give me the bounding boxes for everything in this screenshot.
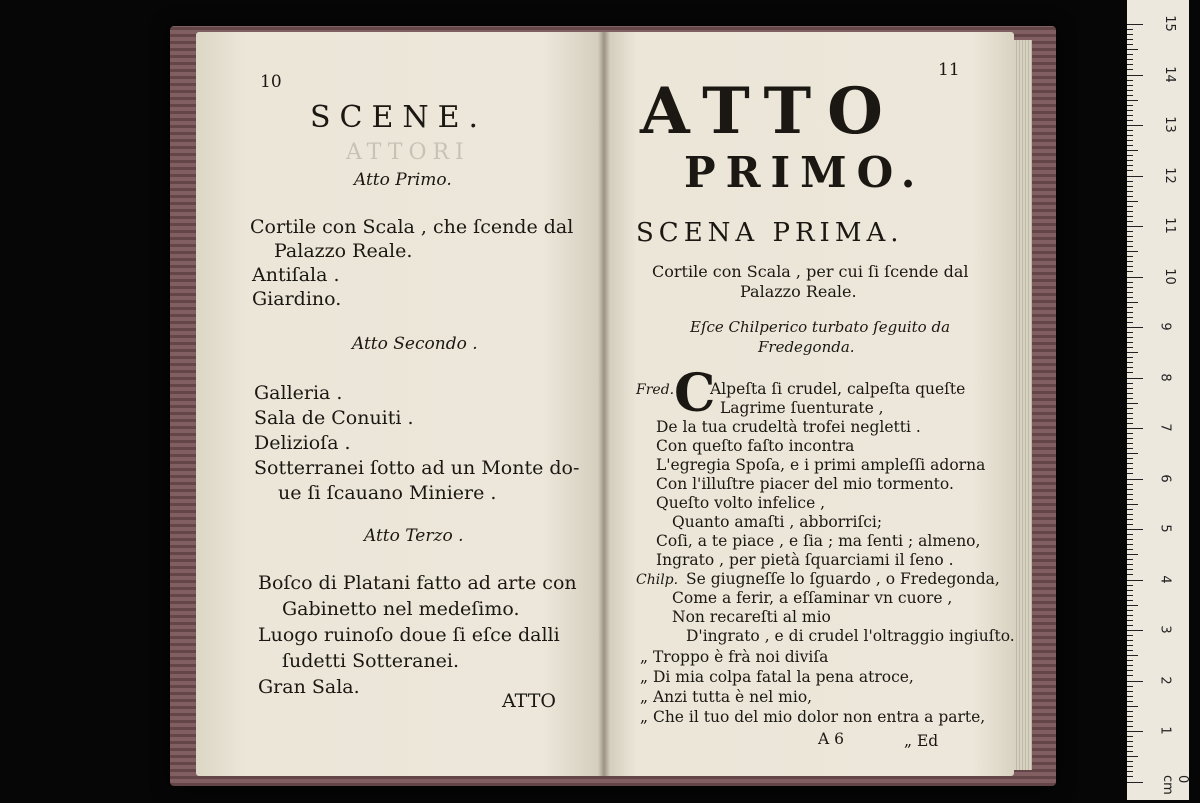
ruler-tick [1127, 277, 1143, 278]
verse-line: „ Troppo è frà noi diviſa [640, 648, 829, 666]
ruler-tick [1127, 125, 1143, 126]
ruler-tick [1127, 519, 1133, 520]
ruler-tick [1127, 266, 1133, 267]
ruler-tick [1127, 741, 1133, 742]
scene-line: Gran Sala. [258, 676, 360, 698]
verse-line: Lagrime ſuenturate , [720, 399, 884, 417]
ruler-tick [1127, 231, 1133, 232]
ruler-tick [1127, 170, 1133, 171]
ruler-tick [1127, 403, 1138, 404]
ruler-tick [1127, 605, 1138, 606]
ruler-tick [1127, 337, 1133, 338]
ruler-tick [1127, 332, 1133, 333]
ruler-tick [1127, 317, 1133, 318]
ruler-tick [1127, 418, 1133, 419]
ruler-tick [1127, 660, 1133, 661]
ruler-tick [1127, 655, 1138, 656]
ruler-tick [1127, 686, 1133, 687]
signature-mark: A 6 [818, 730, 844, 748]
ruler-tick [1127, 711, 1133, 712]
ruler-tick [1127, 352, 1138, 353]
ruler-tick [1127, 307, 1133, 308]
ruler-tick [1127, 585, 1133, 586]
verse-line: D'ingrato , e di crudel l'oltraggio ingiuſto. [686, 627, 1015, 645]
ruler-tick [1127, 600, 1133, 601]
ruler-tick [1127, 29, 1133, 30]
ruler-number: 5 [1157, 524, 1173, 533]
ruler-number: 1 [1157, 726, 1173, 735]
ruler-tick [1127, 241, 1133, 242]
ruler-tick [1127, 766, 1133, 767]
catchword: ATTO [502, 690, 556, 712]
ruler-tick [1127, 549, 1133, 550]
catchword: „ Ed [904, 732, 939, 750]
setting-line: Cortile con Scala , per cui ſi ſcende dal [652, 262, 969, 281]
ruler-tick [1127, 287, 1133, 288]
ruler-tick [1127, 367, 1133, 368]
ruler-tick [1127, 670, 1133, 671]
ruler-tick [1127, 524, 1133, 525]
verse-line: L'egregia Spoſa, e i primi ampleſſi adorna [656, 456, 986, 474]
ruler-tick [1127, 595, 1133, 596]
ruler-tick [1127, 140, 1133, 141]
scene-line: Delizioſa . [254, 432, 351, 454]
verse-line: Ingrato , per pietà ſquarciami il ſeno . [656, 551, 954, 569]
ruler-tick [1127, 160, 1133, 161]
ruler-tick [1127, 362, 1133, 363]
ruler-tick [1127, 292, 1133, 293]
ruler-tick [1127, 751, 1133, 752]
ruler-tick [1127, 716, 1133, 717]
ruler-tick [1127, 95, 1133, 96]
ruler-tick [1127, 378, 1143, 379]
ruler-tick [1127, 630, 1143, 631]
ruler-tick [1127, 256, 1133, 257]
ruler-tick [1127, 479, 1143, 480]
ruler-tick [1127, 100, 1138, 101]
ruler-tick [1127, 494, 1133, 495]
ruler-tick [1127, 756, 1138, 757]
right-page [604, 32, 1014, 776]
ruler-number: 9 [1157, 322, 1173, 331]
ruler-tick [1127, 675, 1133, 676]
act-label: Atto Primo. [354, 170, 452, 190]
ruler-tick [1127, 726, 1133, 727]
ruler-tick [1127, 236, 1133, 237]
book-gutter [598, 32, 610, 776]
ruler-tick [1127, 443, 1133, 444]
ruler-tick [1127, 509, 1133, 510]
ruler-tick [1127, 423, 1133, 424]
ruler-tick [1127, 322, 1133, 323]
ruler-tick [1127, 64, 1133, 65]
ruler-tick [1127, 484, 1133, 485]
ruler-tick [1127, 59, 1133, 60]
verse-line: Con l'illuſtre piacer del mio tormento. [656, 475, 954, 493]
verse-line: Con queſto faſto incontra [656, 437, 855, 455]
verse-line: Non recareſti al mio [672, 608, 831, 626]
ruler-number: 10 [1161, 267, 1177, 285]
ruler-tick [1127, 115, 1133, 116]
ruler-tick [1127, 761, 1133, 762]
ruler-tick [1127, 590, 1133, 591]
verse-line: Queſto volto infelice , [656, 494, 826, 512]
ruler-tick [1127, 69, 1133, 70]
ruler-tick [1127, 297, 1133, 298]
ruler-tick [1127, 135, 1133, 136]
ruler-number: 4 [1157, 574, 1173, 584]
ruler-tick [1127, 489, 1133, 490]
ruler-tick [1127, 499, 1133, 500]
ruler-tick [1127, 448, 1133, 449]
speaker-label: Chilp. [636, 572, 679, 588]
ruler-tick [1127, 514, 1133, 515]
ruler-tick [1127, 54, 1133, 55]
ruler-tick [1127, 120, 1133, 121]
ruler-tick [1127, 650, 1133, 651]
ruler-tick [1127, 453, 1138, 454]
ruler-tick [1127, 201, 1138, 202]
ruler-tick [1127, 312, 1133, 313]
scene-line: Boſco di Platani fatto ad arte con [258, 572, 577, 594]
verse-line: Alpeſta ſi crudel, calpeſta queſte [710, 380, 966, 398]
ruler-tick [1127, 372, 1133, 373]
ruler-tick [1127, 176, 1143, 177]
act-label: Atto Terzo . [364, 526, 464, 546]
scene-line: Luogo ruinoſo doue ſi eſce dalli [258, 624, 560, 646]
ruler-tick [1127, 539, 1133, 540]
ruler-tick [1127, 90, 1133, 91]
ruler-tick [1127, 569, 1133, 570]
ruler-tick [1127, 433, 1133, 434]
ruler-tick [1127, 34, 1133, 35]
ruler-tick [1127, 413, 1133, 414]
ruler-tick [1127, 39, 1133, 40]
ruler-tick [1127, 504, 1138, 505]
ruler-tick [1127, 282, 1133, 283]
ruler-tick [1127, 393, 1133, 394]
ruler-tick [1127, 191, 1133, 192]
scene-line: Sala de Conuiti . [254, 407, 414, 429]
left-page [196, 32, 604, 776]
scene-line: Palazzo Reale. [274, 240, 413, 262]
ruler-tick [1127, 49, 1138, 50]
ruler-tick [1127, 706, 1138, 707]
ruler-tick [1127, 347, 1133, 348]
ruler-tick [1127, 580, 1143, 581]
ruler-tick [1127, 782, 1143, 783]
ruler-tick [1127, 408, 1133, 409]
ruler-tick [1127, 327, 1143, 328]
ruler-tick [1127, 736, 1133, 737]
verse-line: Quanto amaſti , abborriſci; [672, 513, 883, 531]
ruler-number: 13 [1161, 116, 1177, 133]
ruler-tick [1127, 681, 1143, 682]
ruler-tick [1127, 271, 1133, 272]
ruler-tick [1127, 85, 1133, 86]
ruler-tick [1127, 691, 1133, 692]
ruler-tick [1127, 438, 1133, 439]
ruler-number: 11 [1161, 217, 1177, 234]
scene-line: Cortile con Scala , che ſcende dal [250, 216, 574, 238]
page-number: 10 [260, 72, 282, 92]
page-title: SCENE. [310, 100, 488, 135]
scene-line: Giardino. [252, 288, 342, 310]
ruler-tick [1127, 155, 1133, 156]
ruler-tick [1127, 463, 1133, 464]
ruler-tick [1127, 701, 1133, 702]
ruler-tick [1127, 625, 1133, 626]
ruler-tick [1127, 226, 1143, 227]
ruler-tick [1127, 44, 1133, 45]
act-heading: ATTO [640, 74, 899, 149]
setting-line: Palazzo Reale. [740, 282, 857, 301]
ruler-tick [1127, 206, 1133, 207]
ruler-tick [1127, 261, 1133, 262]
ruler-tick [1127, 80, 1133, 81]
verse-line: Coſi, a te piace , e ſia ; ma ſenti ; almeno, [656, 532, 981, 550]
ruler-number: 15 [1161, 15, 1177, 32]
ruler-tick [1127, 746, 1133, 747]
ruler-tick [1127, 731, 1143, 732]
ruler-tick [1127, 165, 1133, 166]
ruler-tick [1127, 246, 1133, 247]
ruler-tick [1127, 458, 1133, 459]
ruler-tick [1127, 357, 1133, 358]
ruler-tick [1127, 610, 1133, 611]
verse-line: De la tua crudeltà trofei negletti . [656, 418, 921, 436]
ruler-number: 12 [1161, 166, 1177, 184]
ruler-tick [1127, 75, 1143, 76]
ruler-tick [1127, 150, 1138, 151]
ruler-tick [1127, 665, 1133, 666]
ruler-number: 14 [1161, 65, 1177, 83]
ruler-tick [1127, 529, 1143, 530]
verse-line: „ Anzi tutta è nel mio, [640, 688, 813, 706]
ruler-tick [1127, 776, 1133, 777]
ruler-tick [1127, 534, 1133, 535]
ruler-tick [1127, 615, 1133, 616]
ruler-number: 0 cm [1160, 774, 1190, 795]
ruler-tick [1127, 216, 1133, 217]
ruler-tick [1127, 554, 1138, 555]
ruler-number: 8 [1157, 372, 1173, 382]
ruler-tick [1127, 110, 1133, 111]
ruler-tick [1127, 620, 1133, 621]
ruler-tick [1127, 645, 1133, 646]
stage-direction: Fredegonda. [758, 338, 855, 356]
ruler-tick [1127, 559, 1133, 560]
ruler-tick [1127, 383, 1133, 384]
ruler-tick [1127, 221, 1133, 222]
ruler-tick [1127, 574, 1133, 575]
ruler-tick [1127, 342, 1133, 343]
ruler-number: 6 [1157, 473, 1173, 483]
ruler-tick [1127, 24, 1143, 25]
scene-heading: SCENA PRIMA. [636, 218, 904, 248]
ruler-tick [1127, 468, 1133, 469]
act-heading-primo: PRIMO. [684, 148, 926, 197]
scene-line: Sotterranei ſotto ad un Monte do- [254, 457, 580, 479]
ruler-number: 2 [1157, 675, 1173, 685]
ruler-tick [1127, 696, 1133, 697]
verse-line: Se giugneſſe lo ſguardo , o Fredegonda, [686, 570, 1000, 588]
ruler-tick [1127, 640, 1133, 641]
page-block-edge [1014, 40, 1032, 770]
stage-direction: Eſce Chilperico turbato ſeguito da [690, 318, 951, 336]
ruler-number: 3 [1157, 625, 1173, 634]
ruler-tick [1127, 544, 1133, 545]
act-label: Atto Secondo . [352, 334, 478, 354]
scene-line: ſudetti Sotteranei. [282, 650, 460, 672]
ruler-tick [1127, 105, 1133, 106]
verse-line: „ Che il tuo del mio dolor non entra a parte, [640, 708, 986, 726]
ruler-tick [1127, 145, 1133, 146]
ruler-tick [1127, 302, 1138, 303]
bleed-through-text: ATTORI [346, 140, 470, 165]
ruler-number: 7 [1157, 423, 1173, 432]
ruler-tick [1127, 771, 1133, 772]
ruler-tick [1127, 564, 1133, 565]
scene-line: Gabinetto nel medeſimo. [282, 598, 520, 620]
ruler-tick [1127, 186, 1133, 187]
verse-line: „ Di mia colpa fatal la pena atroce, [640, 668, 914, 686]
scene-line: ue ſi ſcauano Miniere . [278, 482, 497, 504]
ruler-tick [1127, 398, 1133, 399]
ruler-tick [1127, 635, 1133, 636]
ruler-tick [1127, 130, 1133, 131]
scene-line: Antiſala . [252, 264, 340, 286]
ruler-tick [1127, 251, 1138, 252]
ruler-tick [1127, 428, 1143, 429]
measurement-ruler [1127, 0, 1189, 800]
page-number: 11 [938, 60, 960, 80]
ruler-tick [1127, 388, 1133, 389]
ruler-tick [1127, 196, 1133, 197]
ruler-tick [1127, 721, 1133, 722]
ruler-tick [1127, 473, 1133, 474]
ruler-tick [1127, 211, 1133, 212]
ruler-tick [1127, 181, 1133, 182]
verse-line: Come a ferir, a eſſaminar vn cuore , [672, 589, 953, 607]
speaker-label: Fred. [636, 382, 675, 398]
drop-capital: C [674, 363, 716, 424]
scene-line: Galleria . [254, 382, 343, 404]
